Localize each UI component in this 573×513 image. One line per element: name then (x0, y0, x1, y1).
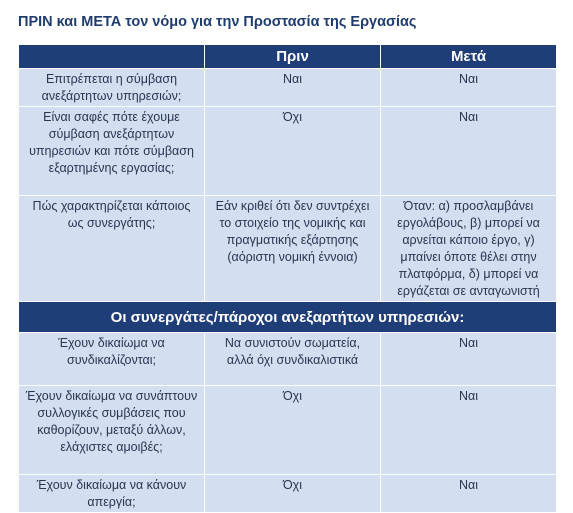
before-cell: Ναι (205, 69, 381, 107)
before-cell: Όχι (205, 386, 381, 475)
table-row (19, 107, 557, 196)
question-cell: Έχουν δικαίωμα να συνάπτουν συλλογικές συμβάσεις που καθορίζουν, μεταξύ άλλων, ελάχιστες αμοιβές; (19, 386, 205, 475)
before-cell: Εάν κριθεί ότι δεν συντρέχει το στοιχείο της νομικής και πραγματικής εξάρτησης (αόριστη νομική έννοια) (205, 196, 381, 302)
section-header-row (19, 302, 557, 333)
table-row (19, 196, 557, 302)
table-row (19, 69, 557, 107)
before-cell: Όχι (205, 107, 381, 196)
after-cell: Όταν: α) προσλαμβάνει εργολάβους, β) μπορεί να αρνείται κάποιο έργο, γ) μπαίνει όποτε θέλει στην πλατφόρμα, δ) μπορεί να εργάζεται σε ανταγωνιστή (381, 196, 557, 302)
comparison-table (18, 44, 557, 513)
after-cell: Ναι (381, 386, 557, 475)
table-row (19, 475, 557, 513)
header-after: Μετά (381, 45, 557, 69)
table-row (19, 386, 557, 475)
question-cell: Έχουν δικαίωμα να συνδικαλίζονται; (19, 333, 205, 386)
after-cell: Ναι (381, 69, 557, 107)
after-cell: Ναι (381, 333, 557, 386)
question-cell: Έχουν δικαίωμα να κάνουν απεργία; (19, 475, 205, 513)
question-cell: Είναι σαφές πότε έχουμε σύμβαση ανεξάρτητων υπηρεσιών και πότε σύμβαση εξαρτημένης εργασίας; (19, 107, 205, 196)
before-cell: Να συνιστούν σωματεία, αλλά όχι συνδικαλιστικά (205, 333, 381, 386)
before-cell: Όχι (205, 475, 381, 513)
section-title: Οι συνεργάτες/πάροχοι ανεξαρτήτων υπηρεσιών: (19, 302, 557, 333)
question-cell: Πώς χαρακτηρίζεται κάποιος ως συνεργάτης; (19, 196, 205, 302)
after-cell: Ναι (381, 475, 557, 513)
table-header-row (19, 45, 557, 69)
table-row (19, 333, 557, 386)
header-empty-cell (19, 45, 205, 69)
question-cell: Επιτρέπεται η σύμβαση ανεξάρτητων υπηρεσιών; (19, 69, 205, 107)
header-before: Πριν (205, 45, 381, 69)
page-title: ΠΡΙΝ και ΜΕΤΑ τον νόμο για την Προστασία της Εργασίας (18, 14, 417, 30)
after-cell: Ναι (381, 107, 557, 196)
